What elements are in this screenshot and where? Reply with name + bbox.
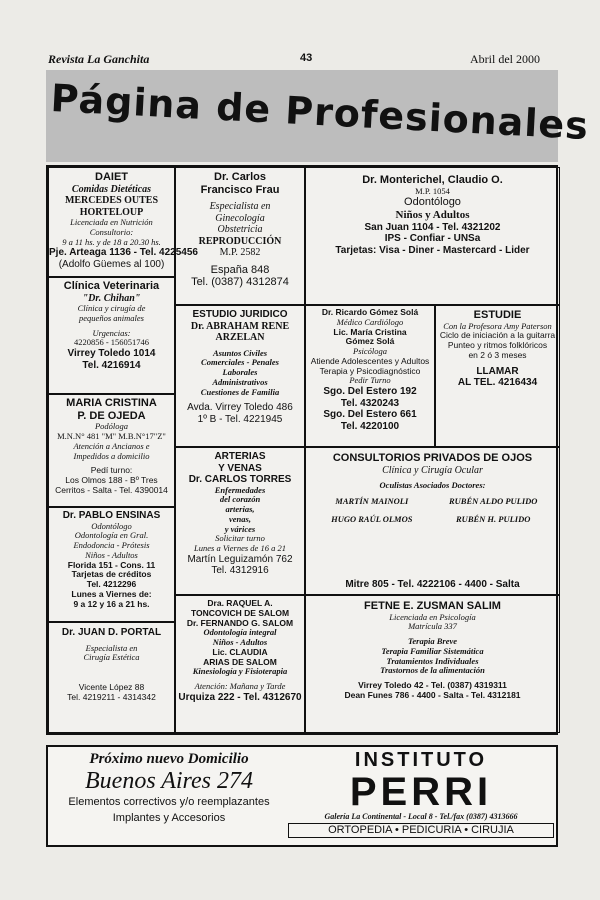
frau-line-4: Obstetricia — [217, 224, 263, 236]
torres-line-1: Y VENAS — [218, 462, 262, 474]
estudie-line-0: ESTUDIE — [473, 309, 522, 321]
zusman-line-4: Terapia Familiar Sistemática — [381, 645, 484, 656]
ojos-line-2: Oculistas Asociados Doctores: — [379, 480, 486, 491]
ojos-line-0: CONSULTORIOS PRIVADOS DE OJOS — [332, 452, 533, 464]
portal-line-3: Vicente López 88 — [78, 682, 145, 693]
page-banner — [46, 70, 590, 162]
salom-line-6: ARIAS DE SALOM — [203, 656, 277, 667]
gomez-line-4: Psicóloga — [353, 346, 387, 357]
salom-line-2: Dr. FERNANDO G. SALOM — [186, 617, 294, 628]
torres-line-5: arterias, — [225, 504, 255, 515]
gomez-line-5: Atiende Adolescentes y Adultos — [310, 355, 430, 366]
gomez-line-7: Pedir Turno — [349, 375, 391, 386]
frau-line-7: España 848 — [210, 263, 270, 276]
instituto-perri-ad — [46, 745, 558, 847]
gomez-line-0: Dr. Ricardo Gómez Solá — [321, 307, 419, 317]
estudie-line-3: Punteo y ritmos folklóricos — [447, 340, 548, 351]
salom-line-5: Lic. CLAUDIA — [212, 646, 268, 657]
ad-ojeda — [48, 394, 175, 507]
ensinas-line-5: Florida 151 - Cons. 11 — [67, 559, 156, 570]
torres-line-0: ARTERIAS — [214, 451, 266, 462]
portal-line-1: Especialista en — [85, 642, 138, 653]
frau-line-6: M.P. 2582 — [219, 247, 261, 259]
zusman-line-3: Terapia Breve — [407, 636, 458, 647]
gomez-line-11: Tel. 4220100 — [340, 420, 400, 432]
frau-line-2: Especialista en — [209, 201, 271, 213]
perri-logo: PERRI — [349, 770, 493, 814]
salom-line-9: Urquiza 222 - Tel. 4312670 — [178, 691, 302, 703]
gomez-line-9: Tel. 4320243 — [340, 397, 400, 409]
torres-line-3: Enfermedades — [214, 484, 266, 495]
zusman-line-1: Licenciada en Psicología — [389, 611, 476, 622]
ensinas-line-8: Lunes a Viernes de: — [71, 588, 152, 599]
chihan-line-3: pequeños animales — [79, 312, 144, 323]
gomez-line-10: Sgo. Del Estero 661 — [323, 409, 417, 421]
torres-line-4: del corazón — [219, 494, 261, 505]
ojeda-line-4: Atención a Ancianos e — [73, 440, 150, 451]
daiet-line-3: HORTELOUP — [79, 206, 144, 218]
ojeda-line-1: P. DE OJEDA — [77, 409, 146, 422]
ensinas-line-3: Endodoncia - Prótesis — [73, 540, 150, 551]
salom-line-8: Atención: Mañana y Tarde — [194, 681, 286, 692]
ad-arzelan — [175, 305, 305, 447]
zusman-line-0: FETNE E. ZUSMAN SALIM — [364, 600, 501, 612]
arzelan-line-3: Asuntos Civiles — [212, 347, 268, 358]
daiet-line-0: DAIET — [95, 171, 128, 183]
zusman-line-6: Trastornos de la alimentación — [380, 665, 485, 676]
ad-ojos — [305, 447, 560, 595]
ojos-line-5: HUGO RAÚL OLMOS — [331, 513, 413, 524]
ad-portal — [48, 622, 175, 733]
arzelan-line-0: ESTUDIO JURIDICO — [192, 309, 288, 320]
monterichel-line-3: Niños y Adultos — [395, 209, 470, 222]
frau-line-0: Dr. Carlos — [214, 171, 266, 183]
gomez-line-3: Gómez Solá — [345, 336, 395, 347]
arzelan-line-4: Comerciales - Penales — [201, 357, 279, 368]
perri-address: Galería La Continental - Local 8 - Tel./fax (0387) 4313666 — [324, 812, 518, 821]
estudie-line-1: Con la Profesora Amy Paterson — [443, 320, 552, 331]
chihan-line-2: Clínica y cirugía de — [77, 303, 146, 314]
ad-monterichel — [305, 167, 560, 305]
ad-chihan — [48, 277, 175, 394]
frau-line-3: Ginecología — [215, 212, 265, 224]
page-title: Página de Profesionales — [49, 76, 590, 149]
monterichel-line-1: M.P. 1054 — [415, 185, 450, 196]
professionals-grid — [46, 165, 558, 735]
ojeda-line-8: Cerritos - Salta - Tel. 4390014 — [55, 484, 168, 495]
zusman-line-2: Matrícula 337 — [408, 621, 457, 632]
ad-estudie — [435, 305, 560, 447]
ad-torres — [175, 447, 305, 595]
estudie-line-5: LLAMAR — [476, 365, 519, 377]
gomez-line-2: Lic. María Cristina — [333, 326, 407, 337]
magazine-name: Revista La Ganchita — [48, 52, 150, 66]
torres-line-8: Solicitar turno — [215, 533, 265, 544]
daiet-line-7: Pje. Arteaga 1136 - Tel. 4225456 — [49, 247, 198, 259]
ensinas-line-6: Tarjetas de créditos — [71, 569, 152, 580]
monterichel-line-5: IPS - Confiar - UNSa — [384, 233, 481, 245]
estudie-line-4: en 2 ó 3 meses — [468, 349, 527, 360]
ad-frau — [175, 167, 305, 305]
gomez-line-6: Terapia y Psicodiagnóstico — [319, 365, 421, 376]
zusman-line-8: Dean Funes 786 - 4400 - Salta - Tel. 4312181 — [344, 690, 521, 700]
perri-new-address: Buenos Aires 274 — [85, 768, 253, 795]
ojeda-line-5: Impedidos a domicilio — [73, 450, 150, 461]
instituto-label: INSTITUTO — [354, 749, 488, 771]
ojos-line-7: Mitre 805 - Tel. 4222106 - 4400 - Salta — [345, 578, 520, 590]
torres-line-10: Martín Leguizamón 762 — [187, 553, 293, 565]
arzelan-line-2: ARZELAN — [215, 332, 265, 343]
chihan-line-1: "Dr. Chihan" — [82, 292, 141, 304]
ensinas-line-2: Odontología en Gral. — [74, 530, 149, 541]
perri-services: ORTOPEDIA • PEDICURIA • CIRUJIA — [288, 823, 554, 838]
monterichel-line-2: Odontólogo — [404, 196, 461, 209]
ensinas-line-1: Odontólogo — [91, 520, 132, 531]
ad-ensinas — [48, 507, 175, 622]
ensinas-line-4: Niños - Adultos — [85, 549, 138, 560]
arzelan-line-1: Dr. ABRAHAM RENE — [190, 320, 290, 332]
zusman-line-5: Tratamientos Individuales — [386, 655, 479, 666]
perri-implants: Implantes y Accesorios — [112, 812, 226, 825]
page-number: 43 — [300, 52, 313, 64]
zusman-line-7: Virrey Toledo 42 - Tel. (0387) 4319311 — [358, 680, 507, 691]
ojos-line-4: RUBÉN ALDO PULIDO — [448, 495, 538, 506]
portal-line-0: Dr. JUAN D. PORTAL — [61, 627, 162, 638]
perri-new-address-label: Próximo nuevo Domicilio — [89, 751, 249, 767]
chihan-line-4: Urgencias: — [92, 327, 131, 338]
ad-daiet — [48, 167, 198, 277]
ojos-line-3: MARTÍN MAINOLI — [335, 495, 409, 506]
ensinas-line-0: Dr. PABLO ENSINAS — [62, 510, 161, 521]
issue-date: Abril del 2000 — [470, 52, 540, 66]
salom-line-4: Niños - Adultos — [212, 637, 268, 648]
arzelan-line-6: Administrativos — [212, 376, 268, 387]
daiet-line-4: Licenciada en Nutrición — [70, 217, 153, 228]
ensinas-line-7: Tel. 4212296 — [86, 579, 137, 590]
salom-line-3: Odontología integral — [203, 627, 277, 638]
ojeda-line-3: M.N.N° 481 "M" M.B.N°17"Z" — [57, 431, 166, 442]
monterichel-line-0: Dr. Monterichel, Claudio O. — [362, 174, 503, 186]
torres-line-2: Dr. CARLOS TORRES — [188, 474, 292, 485]
ad-gomez-sola — [305, 305, 435, 447]
daiet-line-6: 9 a 11 hs. y de 18 a 20.30 hs. — [62, 236, 161, 247]
salom-line-7: Kinesiología y Fisioterapia — [192, 666, 288, 677]
gomez-line-8: Sgo. Del Estero 192 — [323, 386, 417, 398]
estudie-line-2: Ciclo de iniciación a la guitarra — [439, 330, 556, 341]
ojeda-line-0: MARIA CRISTINA — [66, 397, 157, 409]
monterichel-line-4: San Juan 1104 - Tel. 4321202 — [364, 221, 501, 233]
chihan-line-6: Virrey Toledo 1014 — [67, 348, 156, 360]
frau-line-5: REPRODUCCIÓN — [198, 235, 282, 247]
gomez-line-1: Médico Cardiólogo — [336, 316, 404, 327]
arzelan-line-7: Cuestiones de Familia — [200, 386, 280, 397]
daiet-line-5: Consultorio: — [89, 226, 134, 237]
daiet-line-8: (Adolfo Güemes al 100) — [58, 258, 165, 270]
estudie-line-6: AL TEL. 4216434 — [457, 377, 538, 389]
chihan-line-5: 4220856 - 156051746 — [73, 337, 150, 348]
salom-line-1: TONCOVICH DE SALOM — [190, 607, 290, 618]
daiet-line-2: MERCEDES OUTES — [64, 195, 159, 207]
ojeda-line-6: Pedí turno: — [90, 465, 133, 476]
torres-line-6: venas, — [229, 513, 251, 524]
monterichel-line-6: Tarjetas: Visa - Diner - Mastercard - Lider — [335, 244, 530, 256]
arzelan-line-8: Avda. Virrey Toledo 486 — [187, 402, 293, 414]
portal-line-2: Cirugía Estética — [83, 652, 140, 663]
frau-line-1: Francisco Frau — [200, 183, 280, 196]
torres-line-11: Tel. 4312916 — [211, 565, 269, 577]
ojos-line-6: RUBÉN H. PULIDO — [456, 513, 531, 524]
frau-line-8: Tel. (0387) 4312874 — [191, 276, 289, 289]
arzelan-line-5: Laborales — [222, 367, 258, 378]
ad-salom — [175, 595, 305, 733]
ojeda-line-2: Podóloga — [94, 421, 129, 432]
perri-products: Elementos correctivos y/o reemplazantes — [68, 795, 270, 808]
salom-line-0: Dra. RAQUEL A. — [207, 598, 273, 608]
torres-line-9: Lunes a Viernes de 16 a 21 — [194, 543, 286, 554]
ad-zusman — [305, 595, 560, 733]
ojos-line-1: Clínica y Cirugía Ocular — [382, 464, 483, 476]
portal-line-4: Tel. 4219211 - 4314342 — [67, 691, 156, 702]
ojeda-line-7: Los Olmos 188 - Bº Tres — [65, 475, 158, 486]
chihan-line-7: Tel. 4216914 — [82, 359, 141, 371]
daiet-line-1: Comidas Dietéticas — [71, 183, 152, 195]
torres-line-7: y várices — [224, 523, 256, 534]
arzelan-line-9: 1º B - Tel. 4221945 — [197, 413, 283, 425]
chihan-line-0: Clínica Veterinaria — [63, 280, 160, 292]
ensinas-line-9: 9 a 12 y 16 a 21 hs. — [73, 598, 150, 609]
